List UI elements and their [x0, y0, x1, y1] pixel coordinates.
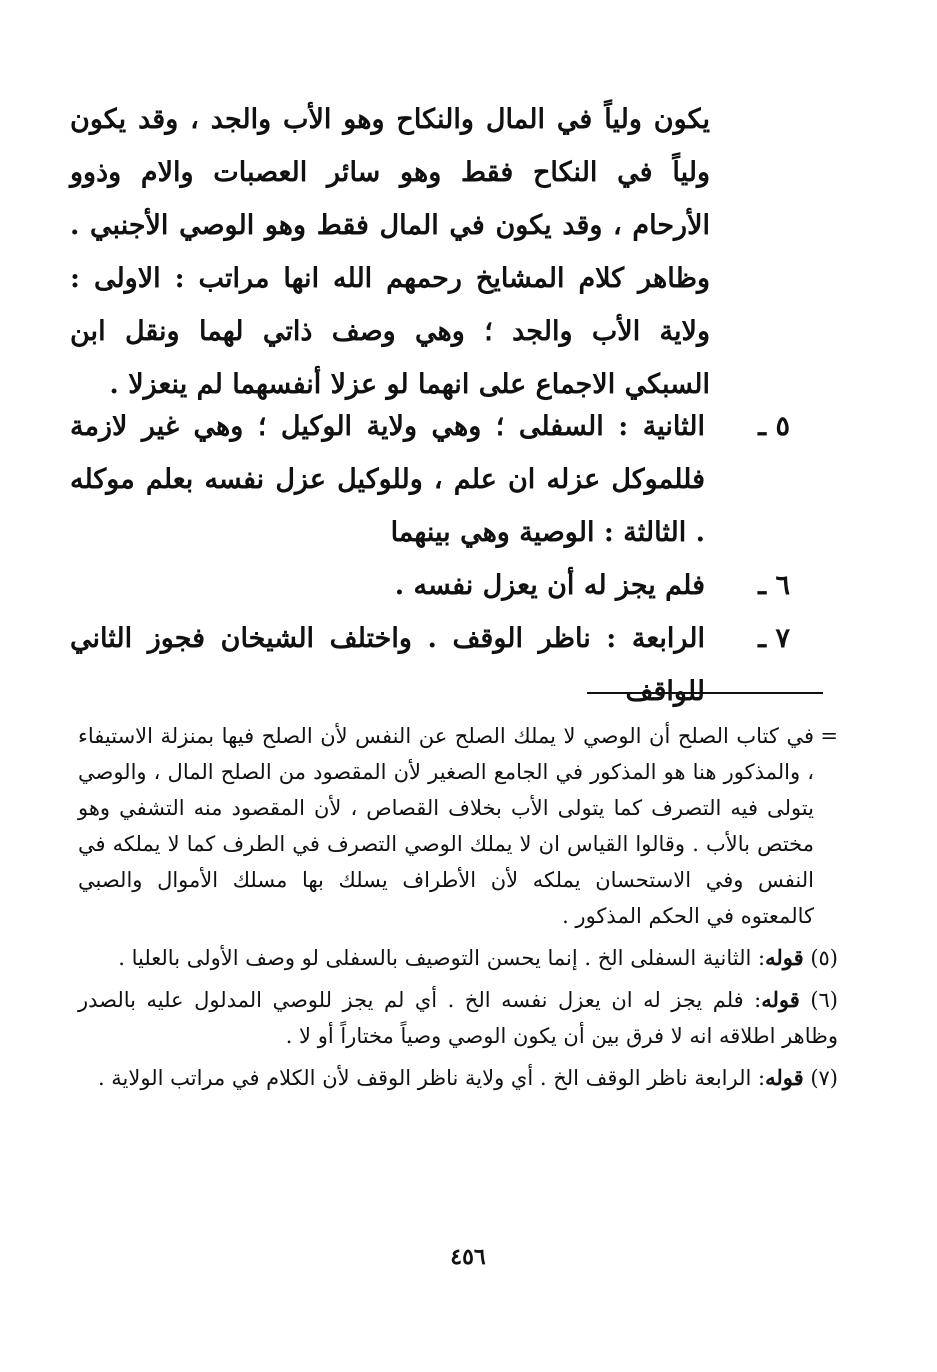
- footnote-text: : الرابعة ناظر الوقف الخ . أي ولاية ناظر الوقف لأن الكلام في مراتب الولاية .: [97, 1066, 766, 1090]
- item-number: ٧ ـ: [758, 623, 790, 654]
- footnote-number: (٧): [810, 1066, 838, 1090]
- footnote-7: [78, 1060, 838, 1096]
- item-text: الثانية : السفلى ؛ وهي ولاية الوكيل ؛ وهي غير لازمة فللموكل عزله ان علم ، وللوكيل عزل نفسه بعلم موكله . الثالثة : الوصية وهي بينهما: [70, 411, 705, 548]
- main-paragraph-text: يكون ولياً في المال والنكاح وهو الأب والجد ، وقد يكون ولياً في النكاح فقط وهو سائر العصبات والام وذوو الأرحام ، وقد يكون في المال فقط وهو الوصي الأجنبي . وظاهر كلام المشايخ رحمهم الله انها مراتب : الاولى : ولاية الأب والجد ؛ وهي وصف ذاتي لهما ونقل ابن السبكي الاجماع على انهما لو عزلا أنفسهما لم ينعزلا .: [70, 104, 710, 400]
- item-number: ٦ ـ: [758, 570, 790, 601]
- footnote-text: : فلم يجز له ان يعزل نفسه الخ . أي لم يجز للوصي المدلول عليه بالصدر وظاهر اطلاقه انه لا فرق بين أن يكون الوصي وصياً مختاراً أو لا .: [78, 988, 838, 1048]
- footnote-number: (٥): [810, 946, 838, 970]
- footnote-continuation-text: في كتاب الصلح أن الوصي لا يملك الصلح عن النفس لأن الصلح فيها بمنزلة الاستيفاء ، والمذكور هنا هو المذكور في الجامع الصغير لأن المقصود من الصلح المال ، والوصي يتولى فيه التصرف كما يتولى الأب بخلاف القصاص ، لأن المقصود منه التشفي وهو مختص بالأب . وقالوا القياس ان لا يملك الوصي التصرف في الطرف كما لا يملكه في النفس وفي الاستحسان يملكه لأن الأطراف يسلك بها مسلك الأموال والصبي كالمعتوه في الحكم المذكور .: [78, 724, 814, 928]
- page-number: ٤٥٦: [450, 1244, 486, 1270]
- footnote-keyword: قوله: [765, 1065, 804, 1090]
- main-paragraph: [70, 93, 710, 411]
- footnote-5: [78, 940, 838, 976]
- footnote-keyword: قوله: [765, 945, 804, 970]
- footnote-6: [78, 982, 838, 1054]
- footnote-text: : الثانية السفلى الخ . إنما يحسن التوصيف بالسفلى لو وصف الأولى بالعليا .: [118, 946, 766, 970]
- footnotes-section: [78, 718, 838, 1102]
- continuation-marker: =: [820, 724, 838, 748]
- numbered-item-6: [70, 559, 790, 612]
- item-text: فلم يجز له أن يعزل نفسه .: [394, 570, 705, 601]
- item-number: ٥ ـ: [758, 411, 790, 442]
- numbered-item-7: [70, 612, 790, 718]
- footnote-keyword: قوله: [761, 987, 800, 1012]
- footnote-continuation: [78, 718, 838, 934]
- footnote-divider: [587, 692, 823, 694]
- footnote-number: (٦): [810, 988, 838, 1012]
- item-text: الرابعة : ناظر الوقف . واختلف الشيخان فجوز الثاني للواقف: [70, 623, 705, 707]
- numbered-item-5: [70, 400, 790, 559]
